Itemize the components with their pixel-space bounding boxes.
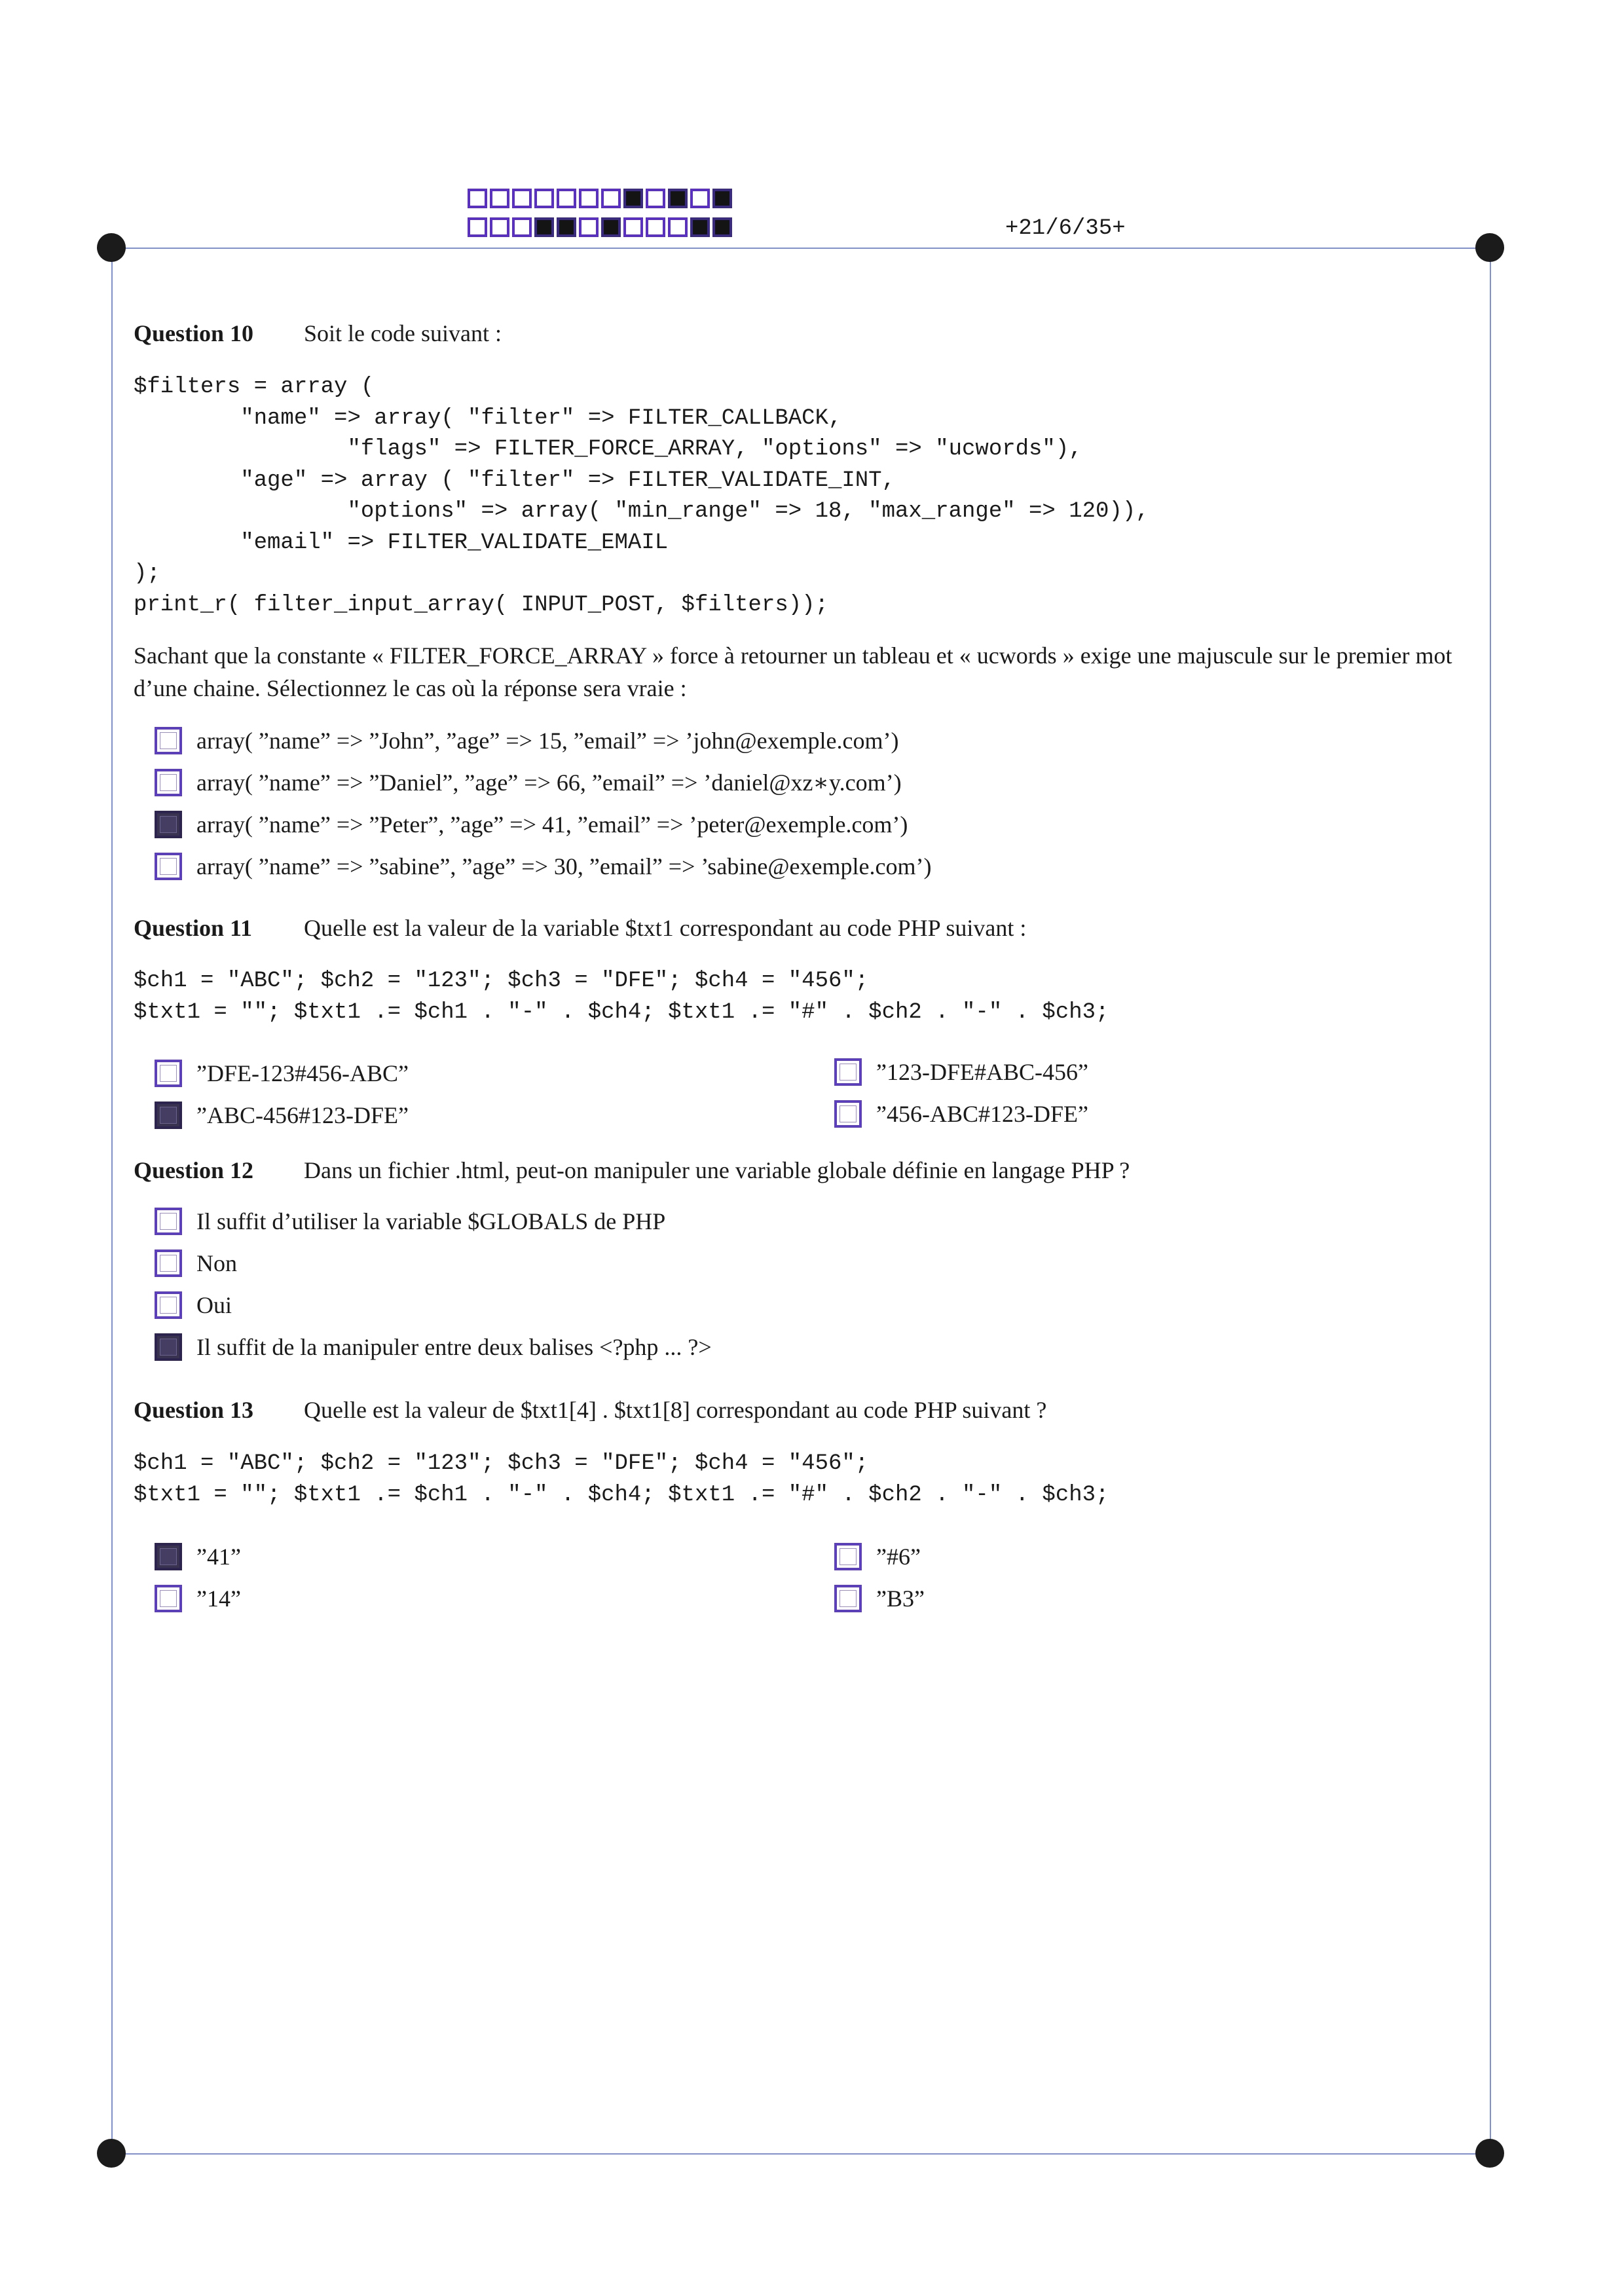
question-label: Question 13: [134, 1397, 254, 1423]
q10-option-4[interactable]: [155, 853, 931, 880]
checkbox[interactable]: [834, 1058, 862, 1086]
question-13-header: [134, 1396, 1046, 1424]
frame-right: [1490, 248, 1491, 2155]
option-label: ”41”: [196, 1544, 241, 1570]
q10-option-1[interactable]: [155, 727, 899, 754]
code-line: "age" => array ( "filter" => FILTER_VALIDATE_INT,: [134, 468, 895, 493]
frame-left: [111, 248, 113, 2155]
question-10-explanation: Sachant que la constante « FILTER_FORCE_ARRAY » force à retourner un tableau et « ucwords » exige une majuscule sur le premier mot d’une chaine. Sélectionnez le cas où la réponse sera vraie :: [134, 642, 1452, 701]
code-line: $txt1 = ""; $txt1 .= $ch1 . "-" . $ch4; $txt1 .= "#" . $ch2 . "-" . $ch3;: [134, 999, 1109, 1025]
q13-option-3[interactable]: [155, 1585, 241, 1612]
checkbox[interactable]: [155, 1208, 182, 1235]
question-13-code: [134, 1449, 1109, 1511]
checkbox[interactable]: [155, 1291, 182, 1319]
barcode-cell: [579, 189, 599, 208]
code-line: $ch1 = "ABC"; $ch2 = "123"; $ch3 = "DFE"; $ch4 = "456";: [134, 1451, 869, 1476]
question-12-header: [134, 1157, 1130, 1184]
corner-mark-bottom-left: [97, 2139, 126, 2168]
code-line: $filters = array (: [134, 375, 375, 399]
code-line: "options" => array( "min_range" => 18, "max_range" => 120)),: [134, 499, 1149, 524]
checkbox-checked[interactable]: [155, 811, 182, 838]
q11-option-4[interactable]: [834, 1100, 1088, 1128]
code-line: print_r( filter_input_array( INPUT_POST, $filters));: [134, 592, 828, 618]
barcode-cell: [468, 217, 487, 237]
option-label: array( ”name” => ”sabine”, ”age” => 30, ”email” => ’sabine@exemple.com’): [196, 853, 932, 880]
barcode-cell: [623, 217, 643, 237]
q12-option-3[interactable]: [155, 1291, 232, 1319]
option-label: ”123-DFE#ABC-456”: [876, 1059, 1088, 1085]
option-label: ”#6”: [876, 1544, 921, 1570]
barcode-cell: [579, 217, 599, 237]
q11-option-1[interactable]: [155, 1060, 409, 1087]
barcode-cell: [490, 217, 509, 237]
checkbox[interactable]: [155, 769, 182, 796]
code-line: "email" => FILTER_VALIDATE_EMAIL: [134, 530, 669, 555]
frame-bottom: [111, 2153, 1490, 2155]
question-text: Dans un fichier .html, peut-on manipuler une variable globale définie en langage PHP ?: [304, 1157, 1130, 1183]
barcode-cell: [534, 189, 554, 208]
barcode-cell: [646, 217, 665, 237]
code-line: "flags" => FILTER_FORCE_ARRAY, "options" => "ucwords"),: [134, 437, 1082, 462]
option-label: Non: [196, 1250, 237, 1276]
q12-option-2[interactable]: [155, 1250, 237, 1277]
q11-option-2[interactable]: [834, 1058, 1088, 1086]
option-label: ”456-ABC#123-DFE”: [876, 1101, 1088, 1127]
question-text: Quelle est la valeur de $txt1[4] . $txt1[8] correspondant au code PHP suivant ?: [304, 1397, 1047, 1423]
checkbox[interactable]: [834, 1543, 862, 1570]
checkbox[interactable]: [834, 1100, 862, 1128]
question-11-header: [134, 914, 1026, 942]
question-text: Soit le code suivant :: [304, 320, 502, 346]
barcode-cell: [668, 189, 688, 208]
q12-option-4[interactable]: [155, 1333, 712, 1361]
checkbox-checked[interactable]: [155, 1102, 182, 1129]
option-label: ”B3”: [876, 1585, 925, 1612]
option-label: ”14”: [196, 1585, 241, 1612]
option-label: ”ABC-456#123-DFE”: [196, 1102, 409, 1128]
question-label: Question 11: [134, 915, 253, 941]
question-label: Question 10: [134, 320, 254, 346]
option-label: Oui: [196, 1292, 232, 1318]
barcode-cell: [601, 217, 621, 237]
checkbox[interactable]: [155, 853, 182, 880]
q11-option-3[interactable]: [155, 1102, 409, 1129]
code-line: $txt1 = ""; $txt1 .= $ch1 . "-" . $ch4; $txt1 .= "#" . $ch2 . "-" . $ch3;: [134, 1482, 1109, 1508]
barcode-cell: [490, 189, 509, 208]
q10-option-3[interactable]: [155, 811, 908, 838]
barcode-cell: [668, 217, 688, 237]
option-label: array( ”name” => ”John”, ”age” => 15, ”email” => ’john@exemple.com’): [196, 728, 899, 754]
option-label: array( ”name” => ”Daniel”, ”age” => 66, ”email” => ’daniel@xz∗y.com’): [196, 769, 902, 796]
question-text: Quelle est la valeur de la variable $txt1 correspondant au code PHP suivant :: [304, 915, 1027, 941]
barcode-cell: [601, 189, 621, 208]
corner-mark-top-left: [97, 233, 126, 262]
checkbox-checked[interactable]: [155, 1543, 182, 1570]
corner-mark-top-right: [1475, 233, 1504, 262]
barcode-cell: [468, 189, 487, 208]
page-id: +21/6/35+: [1005, 216, 1126, 241]
question-label: Question 12: [134, 1157, 254, 1183]
barcode-cell: [512, 217, 532, 237]
question-11-code: [134, 966, 1109, 1028]
barcode-row-1: [468, 189, 735, 208]
checkbox[interactable]: [155, 1060, 182, 1087]
q13-option-2[interactable]: [834, 1543, 921, 1570]
option-label: Il suffit de la manipuler entre deux balises <?php ... ?>: [196, 1334, 712, 1360]
barcode-cell: [623, 189, 643, 208]
barcode-cell: [690, 189, 710, 208]
corner-mark-bottom-right: [1475, 2139, 1504, 2168]
question-10-header: [134, 320, 502, 347]
question-10-code: [134, 372, 1149, 621]
checkbox[interactable]: [155, 1250, 182, 1277]
barcode-row-2: [468, 217, 735, 237]
barcode-cell: [690, 217, 710, 237]
barcode-cell: [534, 217, 554, 237]
barcode-cell: [712, 189, 732, 208]
checkbox-checked[interactable]: [155, 1333, 182, 1361]
barcode-cell: [646, 189, 665, 208]
code-line: );: [134, 561, 160, 586]
q10-option-2[interactable]: [155, 769, 902, 796]
code-line: "name" => array( "filter" => FILTER_CALLBACK,: [134, 405, 842, 431]
q13-option-4[interactable]: [834, 1585, 925, 1612]
frame-top: [111, 248, 1490, 249]
q13-option-1[interactable]: [155, 1543, 241, 1570]
option-label: ”DFE-123#456-ABC”: [196, 1060, 409, 1086]
checkbox[interactable]: [834, 1585, 862, 1612]
checkbox[interactable]: [155, 1585, 182, 1612]
code-line: $ch1 = "ABC"; $ch2 = "123"; $ch3 = "DFE"; $ch4 = "456";: [134, 969, 869, 993]
q12-option-1[interactable]: [155, 1208, 665, 1235]
option-label: Il suffit d’utiliser la variable $GLOBALS de PHP: [196, 1208, 666, 1234]
barcode-cell: [557, 217, 576, 237]
barcode-cell: [712, 217, 732, 237]
barcode-cell: [557, 189, 576, 208]
option-label: array( ”name” => ”Peter”, ”age” => 41, ”email” => ’peter@exemple.com’): [196, 811, 908, 838]
checkbox[interactable]: [155, 727, 182, 754]
barcode-cell: [512, 189, 532, 208]
